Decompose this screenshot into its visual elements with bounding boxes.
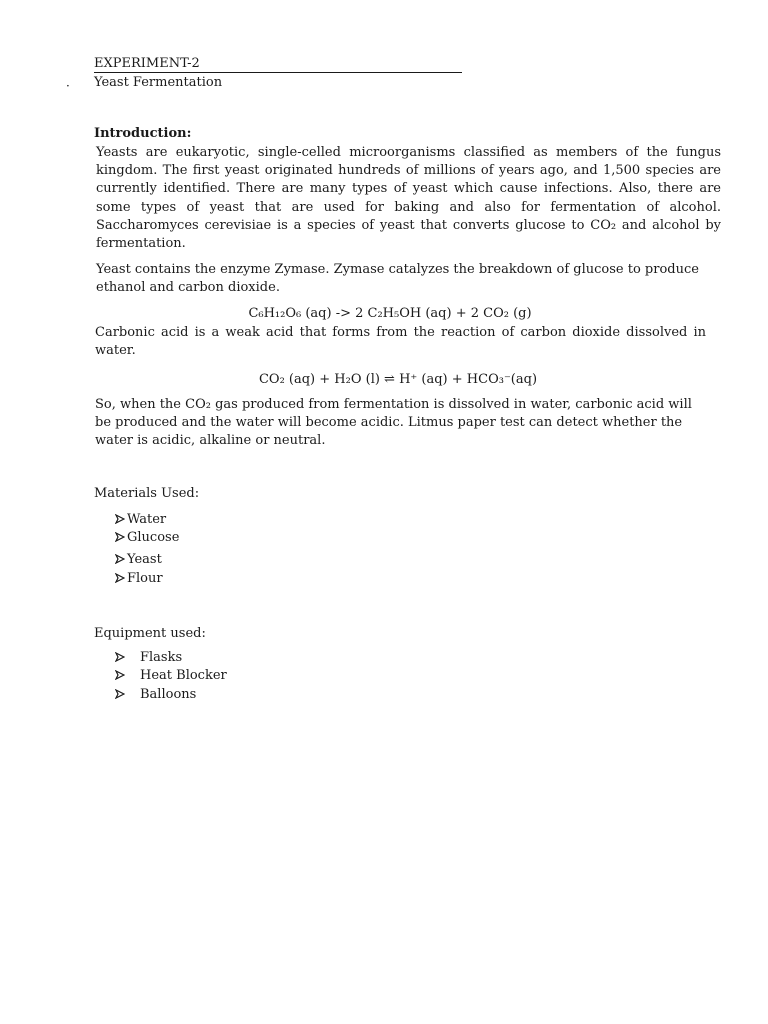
carbonic-acid-equation: CO₂ (aq) + H₂O (l) ⇌ H⁺ (aq) + HCO₃⁻(aq) bbox=[258, 372, 538, 387]
list-item bbox=[115, 552, 162, 568]
material-item-label: Water bbox=[127, 512, 167, 527]
arrowhead-bullet-icon bbox=[115, 670, 125, 680]
material-item-label: Yeast bbox=[127, 552, 162, 567]
equipment-item-label: Flasks bbox=[140, 650, 183, 665]
list-item bbox=[115, 512, 166, 528]
arrowhead-bullet-icon bbox=[115, 573, 125, 583]
fermentation-equation: C₆H₁₂O₆ (aq) -> 2 C₂H₅OH (aq) + 2 CO₂ (g) bbox=[248, 306, 532, 321]
experiment-subtitle: Yeast Fermentation bbox=[94, 75, 223, 90]
introduction-paragraph-2: Yeast contains the enzyme Zymase. Zymase catalyzes the breakdown of glucose to produce ethanol and carbon dioxide. bbox=[96, 262, 699, 296]
introduction-paragraph-4: So, when the CO₂ gas produced from fermentation is dissolved in water, carbonic acid will be produced and the water will become acidic. Litmus paper test can detect whether the water is acidic, alkaline or neutral. bbox=[95, 397, 692, 449]
arrowhead-bullet-icon bbox=[115, 689, 125, 699]
bullet-dot: · bbox=[66, 79, 70, 93]
introduction-paragraph-3: Carbonic acid is a weak acid that forms from the reaction of carbon dioxide dissolved in water. bbox=[95, 325, 706, 359]
arrowhead-bullet-icon bbox=[115, 554, 125, 564]
list-item bbox=[115, 668, 227, 684]
list-item bbox=[115, 687, 196, 703]
arrowhead-bullet-icon bbox=[115, 514, 125, 524]
list-item bbox=[115, 571, 163, 587]
equipment-heading: Equipment used: bbox=[94, 626, 206, 641]
introduction-paragraph-1: Yeasts are eukaryotic, single-celled microorganisms classified as members of the fungus kingdom. The first yeast originated hundreds of millions of years ago, and 1,500 species are currently identified. There are many types of yeast which cause infections. Also, there are some types of yeast that are used for baking and also for fermentation of alcohol. Saccharomyces cerevisiae is a species of yeast that converts glucose to CO₂ and alcohol by fermentation. bbox=[96, 145, 721, 252]
list-item bbox=[115, 650, 182, 666]
list-item bbox=[115, 530, 179, 546]
material-item-label: Flour bbox=[127, 571, 163, 586]
materials-heading: Materials Used: bbox=[94, 486, 200, 501]
arrowhead-bullet-icon bbox=[115, 652, 125, 662]
arrowhead-bullet-icon bbox=[115, 532, 125, 542]
equipment-item-label: Balloons bbox=[140, 687, 197, 702]
material-item-label: Glucose bbox=[127, 530, 180, 545]
experiment-title: EXPERIMENT-2 bbox=[94, 56, 462, 73]
equipment-item-label: Heat Blocker bbox=[140, 668, 227, 683]
introduction-heading: Introduction: bbox=[94, 126, 192, 141]
